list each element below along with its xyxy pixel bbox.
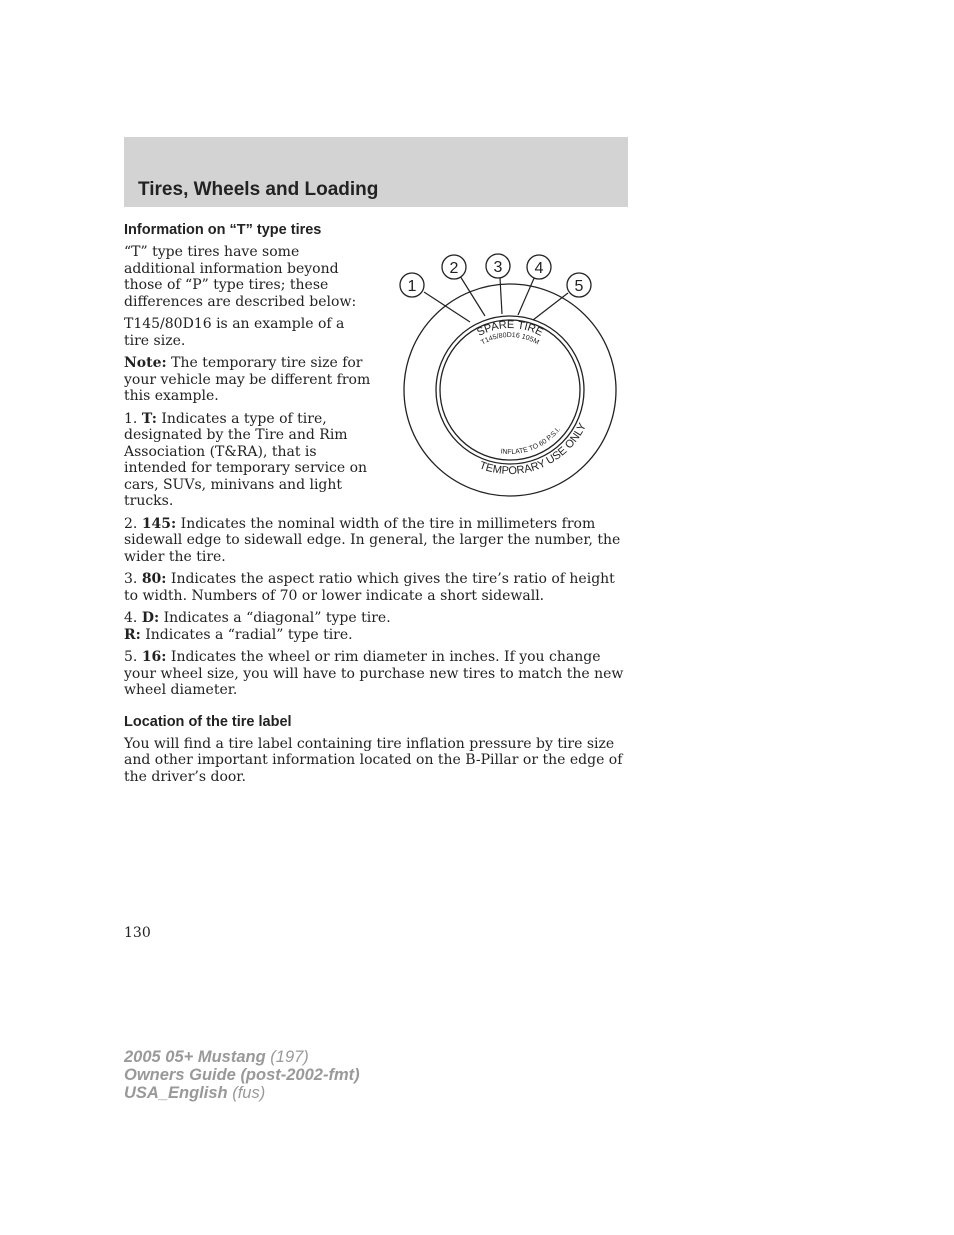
item-key: D: [141,610,160,626]
item-number: 2. [124,515,142,532]
list-item-5 [124,649,624,699]
rim-inner-ring [440,320,580,460]
item-text: Indicates a type of tire, designated by the Tire and Rim Association (T&RA), that is intended for temporary service on cars, SUVs, minivans and light trucks. [124,410,368,509]
leader-line-4 [518,276,535,315]
item-key: 16: [141,649,167,665]
callout-label-3: 3 [493,259,503,276]
item-text: Indicates a “radial” type tire. [140,626,353,643]
note-paragraph [124,355,372,405]
example-paragraph: T145/80D16 is an example of a tire size. [124,316,345,349]
callout-label-5: 5 [574,278,584,295]
section-heading-tire-label: Location of the tire label [124,713,292,730]
item-key: R: [124,626,141,643]
list-item-1 [124,411,372,510]
section-heading-t-type-tires: Information on “T” type tires [124,222,322,238]
temporary-arc-text: TEMPORARY USE ONLY [477,421,589,478]
footer-guide-type: Owners Guide (post-2002-fmt) [124,1066,360,1084]
item-key: 145: [141,515,177,532]
item-key: 80: [141,571,167,587]
item-key: T: [141,410,157,427]
item-number: 3. [124,571,142,587]
callout-label-2: 2 [449,260,459,277]
document-footer [124,1048,360,1102]
intro-paragraph: “T” type tires have some additional information beyond those of “P” type tires; these differences are described below: [124,244,357,310]
page-title: Tires, Wheels and Loading [138,179,379,200]
footer-language-code: (fus) [227,1084,266,1102]
leader-line-2 [460,276,485,316]
callout-label-4: 4 [534,260,544,277]
footer-model-code: (197) [265,1048,309,1066]
inflate-arc-text: INFLATE TO 60 P.S.I. [500,426,562,457]
callout-label-1: 1 [407,278,417,295]
item-text: Indicates a “diagonal” type tire. [159,610,391,626]
size-arc-text: T145/80D16 105M [479,331,541,347]
item-text: Indicates the aspect ratio which gives the tire’s ratio of height to width. Numbers of 70 or lower indicate a short sidewall. [124,571,615,604]
list-item-3 [124,571,624,604]
list-item-4 [124,610,624,643]
item-number: 4. [124,610,142,626]
footer-model: 2005 05+ Mustang [124,1048,266,1066]
item-text: Indicates the wheel or rim diameter in inches. If you change your wheel size, you will have to purchase new tires to match the new wheel diameter. [124,649,624,698]
note-label: Note: [124,355,167,371]
note-text: The temporary tire size for your vehicle may be different from this example. [124,355,371,404]
leader-line-5 [533,293,568,320]
footer-line-2 [124,1066,360,1084]
sidewall-inflate-text [500,426,562,456]
leader-line-3 [500,278,502,314]
footer-line-3 [124,1084,360,1102]
item-number: 1. [124,410,142,427]
spare-tire-arc-text: SPARE TIRE [475,318,545,339]
footer-line-1 [124,1048,360,1066]
section-header-band [124,137,628,207]
leader-line-1 [424,292,470,322]
tire-label-paragraph: You will find a tire label containing tire inflation pressure by tire size and other important information located on the B-Pillar or the edge of the driver’s door. [124,735,623,785]
page-number: 130 [124,925,151,941]
footer-language: USA_English [124,1084,228,1102]
item-number: 5. [124,649,142,665]
tire-sidewall-diagram [390,248,620,528]
item-text: Indicates the nominal width of the tire in millimeters from sidewall edge to sidewall edge. In general, the larger the number, the wider the tire. [124,515,621,565]
